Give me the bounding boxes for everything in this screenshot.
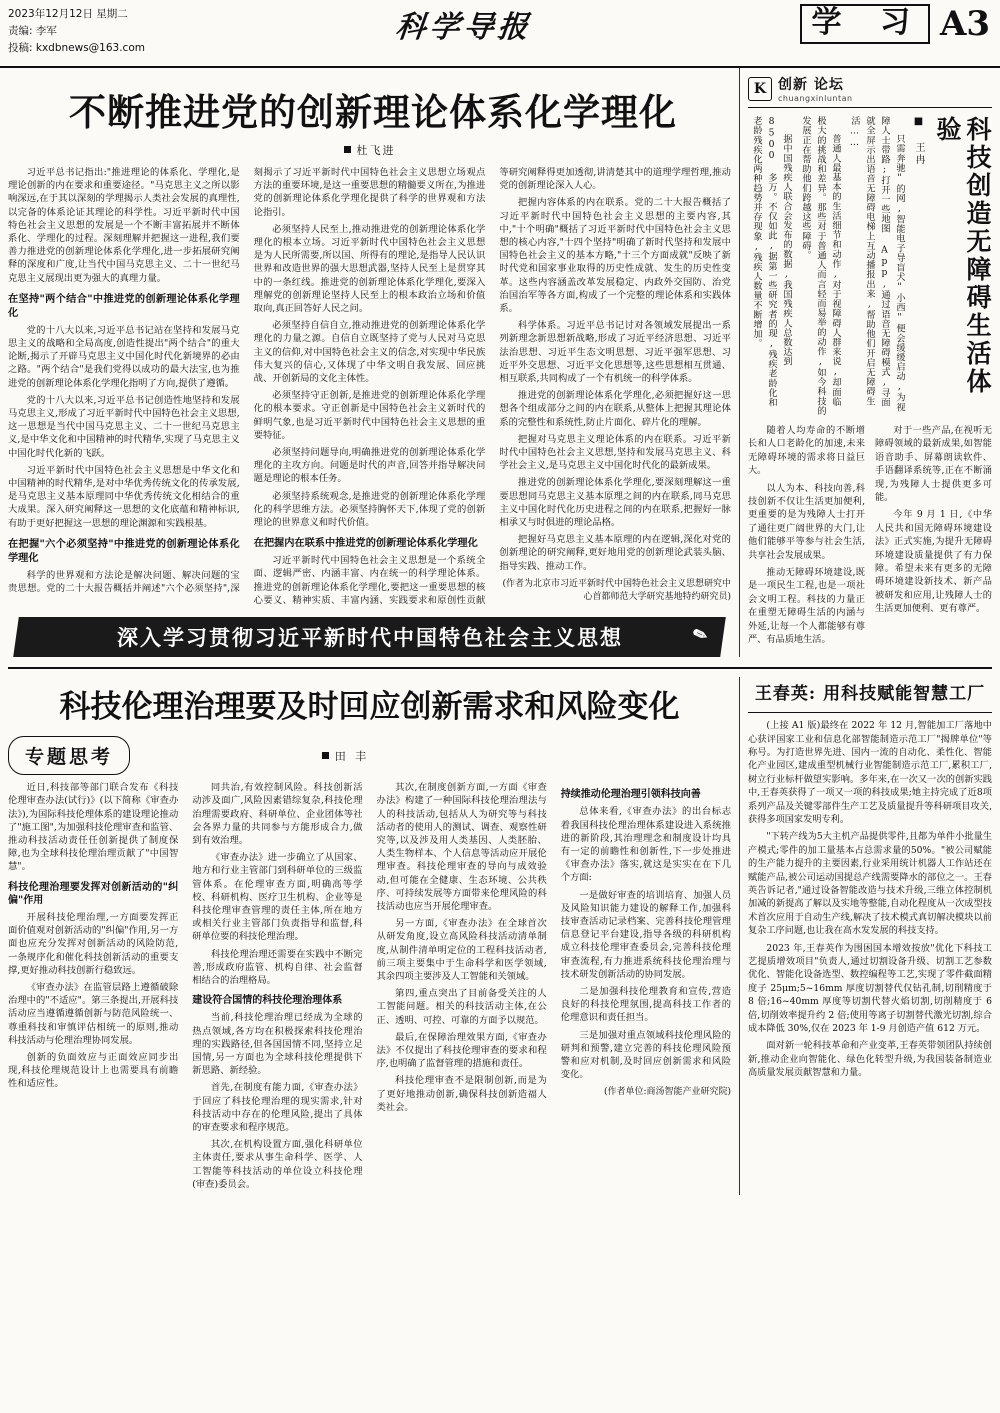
lead-subheading-3: 在把握内在联系中推进党的创新理论体系化学理化 [253,537,478,550]
forum-author: ■ 王冉 [913,116,924,166]
submission-email: 投稿: kxdbnews@163.com [8,42,145,54]
lead-paragraph: 把握好马克思主义基本原理的内在逻辑,深化对党的创新理论的研究阐释,更好地用党的创新理论武装头脑、指导实践、推动工作。 [499,534,731,572]
ethics-subheading-1: 科技伦理治理要发挥对创新活动的"纠偏"作用 [8,881,179,906]
lead-subheading-2: 在把握"六个必须坚持"中推进党的创新理论体系化学理化 [8,537,240,564]
ethics-paragraph: 总体来看,《审查办法》的出台标志着我国科技伦理治理体系建设进入系统推进的新阶段,其治理理念和制度设计均具有一定的前瞻性和创新性,下一步处推进《审查办法》落实,就这是实实在在下几个方面: [560,806,731,884]
forum-logo [748,74,992,108]
ethics-column-4 [561,781,731,1195]
ethics-subheading-3: 持续推动伦理治理引领科技向善 [560,789,701,801]
ethics-paragraph: 其次,在制度创新方面,一方面《审查办法》构建了一种国际科技伦理治理法与人的科技活动,包括从人为研究等与科技活动者的使用人的测试、调查、观察性研究等,以及涉及用人类基因、人类胚胎、人类生物样本、个人信息等活动应开展伦理审查。科技伦理审查的导向与成效验动,但可能在全健康、生态环境、公共秩序、可持续发展等方面带来伦理风险的科技活动也应当开展伦理审查。 [376,782,547,912]
bottom-section [0,677,1000,1195]
lead-author: 杜飞进 [356,144,396,157]
pen-icon: ✎ [690,622,713,648]
forum-paragraph: 今年 9 月 1 日,《中华人民共和国无障碍环境建设法》正式实施,为提升无障碍环境建设质量提供了有力保障。希望未来有更多的无障碍环境建设新技术、新产品被研发和应用,让残障人士的生活更加便利、更有尊严。 [875,509,992,615]
ethics-paragraph: 三是加强对重点领域科技伦理风险的研判和预警,建立完善的科技伦理风险预警和应对机制,及时回应创新需求和风险变化。 [560,1029,731,1081]
topic-badge: 专题思考 [8,736,130,775]
masthead-left-info [0,0,188,57]
forum-logo-icon: K [748,77,772,101]
profile-body [748,719,992,1080]
lead-paragraph: 把握对马克思主义理论体系的内在联系。习近平新时代中国特色社会主义思想,坚持和发展马克思主义、科学社会主义,是马克思主义中国化时代化的最新成果。 [499,433,731,472]
masthead-center [188,0,740,46]
ethics-paragraph: 同共治,有效控制风险。科技创新活动涉及面广,风险因素错综复杂,科技伦理治理需要政府、科研单位、企业团体等社会各界力量的共同参与方能形成合力,做到有效治理。 [192,782,363,846]
profile-paragraph: 面对新一轮科技革命和产业变革,王春英带领团队持续创新,推动企业向智能化、绿色化转型升级,为我国装备制造业高质量发展贡献智慧和力量。 [748,1040,992,1079]
lead-paragraph: 必须坚持问题导向,明确推进党的创新理论体系化学理化的主攻方向。问题是时代的声音,回答并指导解决问题是理论的根本任务。 [253,447,486,485]
forum-logo-pinyin: chuangxinluntan [778,94,853,103]
lead-subheading-1: 在坚持"两个结合"中推进党的创新理论体系化学理化 [8,292,240,319]
ethics-paragraph: 科技伦理治理还需要在实践中不断完善,形成政府监管、机构自律、社会监督相结合的治理格局。 [192,948,363,986]
lead-paragraph: 习近平新时代中国特色社会主义思想是中华文化和中国精神的时代精华,是对中华优秀传统文化的传承发展,是马克思主义基本原理同中华优秀传统文化相结合的重大成果。深入研究阐释这一思想的文化底蕴和精神标识,有助于更好把握这一思想的理论渊源和实践根基。 [8,464,240,529]
page-number: A3 [939,4,990,44]
ethics-columns [8,781,731,1195]
innovation-forum [740,68,1000,657]
lead-paragraph: 科学体系。习近平总书记讨对各领域发展提出一系列新理念新思想新战略,形成了习近平经济思想、习近平法治思想、习近平生态文明思想、习近平强军思想、习近平外交思想、习近平文化思想等,这些思想相互贯通、相互联系,共同构成了一个有机统一的科学体系。 [499,320,731,385]
forum-paragraph: 普通人最基本的生活细节和动作,对于视障碍人群来说,却面临极大的挑战和差异。那些对于普通人而言轻而易举的动作,如今科技的发展正在帮助他们跨越这些障碍。 [800,116,841,416]
study-banner-text: 深入学习贯彻习近平新时代中国特色社会主义思想 [116,625,623,651]
ethics-column-1 [8,781,178,1195]
forum-paragraph: 据中国残疾人联合会发布的数据,我国残疾人总数达到 8500 多万。不仅如此,据第一些研究者的现,残疾老龄化和老龄残疾化两种趋势并存现象,残疾人数量不断增加。 [751,116,792,407]
ethics-paragraph: 开展科技伦理治理,一方面要发挥正面价值观对创新活动的"纠偏"作用,另一方面也应充分发挥对创新活动的风险防范,一条规序化和催化科技创新活动的重要支撑,更好推动科技创新行稳致远。 [8,911,179,976]
ethics-paragraph: 一是做好审查的培训培育、加强人员及风险知识能力建设的解释工作,加强科技审查活动记录档案、完善科技伦理管理信息登记平台建设,指导各级的科研机构成立科技伦理审查委员会,完善科技伦理审查流程,有力推进系统科技伦理治理与技术研发创新活动的协同发展。 [560,889,731,980]
lead-paragraph: 必须坚持守正创新,是推进党的创新理论体系化学理化的根本要求。守正创新是中国特色社会主义新时代的鲜明气象,也是习近平新时代中国特色社会主义思想的重要特征。 [253,390,486,441]
ethics-paragraph: 二是加强科技伦理教育和宣传,营造良好的科技伦理氛围,提高科技工作者的伦理意识和责任担当。 [560,985,731,1024]
section-divider [8,667,992,669]
editor-line: 责编: 李军 [8,25,57,37]
ethics-author: 田 丰 [334,749,370,763]
forum-flow-body [748,424,992,647]
lead-paragraph: 党的十八大以来,习近平总书记站在坚持和发展马克思主义的战略和全局高度,创造性提出"两个结合"的重大论断,揭示了开辟马克思主义中国化时代化新境界的必由之路。"两个结合"是我们党得以成功的最大法宝,也为推进党的创新理论体系化学理化指明了方向,提供了遵循。 [8,324,240,389]
forum-paragraph: 对于一些产品,在视听无障碍领域的最新成果,如智能语音助手、屏幕朗读软件、手语翻译系统等,正在不断涌现,为残障人士提供更多可能。 [875,425,992,504]
lead-body-columns [8,166,731,607]
ethics-subheading-2: 建设符合国情的科技伦理治理体系 [192,995,343,1007]
lead-paragraph: 习近平总书记指出:"推进理论的体系化、学理化,是理论创新的内在要求和重要途径。"马克思主义之所以影响深远,在于其以深刻的学理揭示人类社会发展的真理性,以完备的体系论证其理论的科学性。习近平新时代中国特色社会主义思想的发展是一个不断丰富拓展并不断体系化、学理化的过程。深刻理解并把握这一进程,我们要善力推进党的创新理论体系化学理化,进一步拓展研究阐释的深度和广度,让当代中国马克思主义、二十一世纪马克思主义展现出更为强大的真理力量。 [8,167,240,284]
lead-paragraph: 习近平新时代中国特色社会主义思想是一个系统全面、逻辑严密、内涵丰富、内在统一的科学理论体系。推进党的创新理论体系化学理化,要把这一重要思想的核心要义、精神实质、丰富内涵、实践要求和原创性贡献等研究阐释得更加透彻,讲清楚其中的道理学理哲理,推动党的创新理论深入人心。 [253,167,731,606]
lead-byline [8,142,731,158]
profile-paragraph: "下转产线为5大主机产品提供零件,且都为单件小批量生产模式;零件的加工量基本占总需求量的50%。"被公司赋能的生产能力提升的主要因素,行业采用统计机器人工作站还在赋能产品,被公司运动国提总产线需要降水的部位之一。王春英告诉记者,"通过设备智能改造与技术升级,三维立体控制机加减的新提高了解以及实地等整能,自动化程度从一次成型技术首次应用于自动生产线,解决了技术模式真切解决模块以前复杂工序问题,也让我在高水发发展的科技支持。 [748,831,992,937]
lead-signature: (作者为北京市习近平新时代中国特色社会主义思想研究中心首都师范大学研究基地特约研究员) [502,578,731,602]
profile-paragraph: (上接 A1 版)最终在 2022 年 12 月,智能加工厂落地中心获评国家工业和信息化部智能制造示范工厂"揭牌单位"等称号。为打造世界先进、国内一流的自动化、柔性化、智能化产业园区,建成重型机械行业智能制造示范工厂,累积工厂,树立行业标杆做望实影响。多年来,在一次又一次的创新实践中,王春英获得了一项又一项的科技成果;她主持完成了近8项系列产品及关键零部件生产工艺及质量提升等科研项目攻关,获得多项国家发明专利。 [748,720,992,825]
ethics-paragraph: 其次,在机构设置方面,强化科研单位主体责任,要求从事生命科学、医学、人工智能等科技活动的单位设立科技伦理(审查)委员会。 [192,1139,363,1190]
masthead-right [740,0,1000,44]
section-name: 学 习 [800,4,930,44]
ethics-paragraph: 《审查办法》在监管层路上遵循破除治理中的"不适应"。第三条提出,开展科技活动应当遵循遵循创新与防范风险统一、尊重科技和审慎评估相统一的原则,推动科技活动与伦理治理协同发展。 [8,981,179,1046]
forum-paragraph: 以人为本、科技向善,科技创新不仅让生活更加便利,更重要的是为残障人士打开了通往更广阔世界的大门,让他们能够平等参与社会生活,共享社会发展成果。 [748,482,865,561]
publication-date: 2023年12月12日 星期二 [8,8,128,20]
forum-paragraph: 只需奔驰"的网,智能电子导盲犬"小西"便会缓缓启动,为视障人士带路;打开一些地图 App,通过语音无障碍模式,寻面就全屏示出语音无障碍电梯上互动播报出来,帮助他们开启无障碍生活…… [849,116,905,413]
ethics-headline: 科技伦理治理要及时回应创新需求和风险变化 [59,689,680,726]
ethics-paragraph: 最后,在保障治理效果方面,《审查办法》不仅提出了科技伦理审查的要求和程序,也明确了监督管理的措施和责任。 [376,1031,547,1070]
ethics-column-2 [192,781,362,1195]
lead-paragraph: 科学的世界观和方法论是解决问题、解决问题的宝贵思想。党的二十大报告概括并阐述"六个必须坚持",深刻揭示了习近平新时代中国特色社会主义思想立场观点方法的重要环境,是这一重要思想的精髓要义所在,为推进党的创新理论体系化学理化提供了科学的世界观和方法论指引。 [8,167,486,595]
profile-article [740,677,1000,1195]
forum-paragraph: 推动无障碍环境建设,既是一项民生工程,也是一项社会文明工程。科技的力量正在重塑无障碍生活的内涵与外延,让每一个人都能够有尊严、有品质地生活。 [748,567,865,646]
ethics-paragraph: 科技伦理审查不是限制创新,而是为了更好地推动创新,确保科技创新造福人类社会。 [376,1075,547,1113]
forum-vertical-block [748,116,992,416]
profile-headline: 王春英: 用科技赋能智慧工厂 [748,677,992,713]
forum-headline: 科技创造无障碍生活体验 [933,116,992,396]
ethics-signature: (作者单位:商汤智能产业研究院) [603,1087,731,1098]
top-section [0,68,1000,657]
ethics-paragraph: 第四,重点突出了目前备受关注的人工智能问题。相关的科技活动主体,在公正、透明、可控、可靠的方面予以规范。 [376,988,547,1026]
ethics-paragraph: 首先,在制度有能力面,《审查办法》于回应了科技伦理治理的现实需求,针对科技活动中存在的伦理风险,提出了具体的审查要求和程序规范。 [192,1082,363,1133]
ethics-article [0,677,740,1195]
ethics-paragraph: 当前,科技伦理治理已经成为全球的热点领域,各方均在积极探索科技伦理治理的实践路径,但各国国情不同,坚持立足国情,另一方面也为全球科技伦理提供下新思路、新经验。 [192,1012,363,1077]
forum-vertical-body [745,116,907,416]
forum-logo-title: 创新 论坛 [778,77,844,93]
lead-headline: 不断推进党的创新理论体系化学理化 [69,90,677,134]
ethics-paragraph: 近日,科技部等部门联合发布《科技伦理审查办法(试行)》(以下简称《审查办法》),为国际科技伦理体系的建设理论推动了"施工图",为加强科技伦理审查和监管、推动科技活动责任任创新提供了制度保障,也为全球科技伦理治理贡献了"中国智慧"。 [8,782,179,873]
ethics-paragraph: 另一方面,《审查办法》在全球首次从研发角度,设立高风险科技活动清单制度,从制件清单明定位的工程科技活动者,前三项主要集中于生命科学和医学领域,其余四项主要涉及人工智能和关领域。 [376,918,547,982]
byline-square-icon [322,752,329,759]
lead-paragraph: 党的十八大以来,习近平总书记创造性地坚持和发展马克思主义,形成了习近平新时代中国特色社会主义思想,这一思想是当代中国马克思主义、二十一世纪马克思主义,是中华文化和中国精神的时代精华,实现了马克思主义中国化时代化新的飞跃。 [8,394,240,459]
lead-paragraph: 把握内容体系的内在联系。党的二十大报告概括了习近平新时代中国特色社会主义思想的主要内容,其中,"十个明确"概括了习近平新时代中国特色社会主义思想的核心内容,"十四个坚持"明确了新时代坚持和发展中国特色社会主义的基本方略,"十三个方面成就"反映了新时代党和国家事业取得的历史性成就、发生的历史性变革。这些内容涵盖改革发展稳定、内政外交国防、治党治国治军等各方面,构成了一个完整的理论体系和实践体系。 [499,197,731,315]
paper-name: 科学导报 [393,10,534,45]
lead-paragraph: 推进党的创新理论体系化学理化,必须把握好这一思想各个组成部分之间的内在联系,从整体上把握其理论体系的完整性和系统性,防止片面化、碎片化的理解。 [499,390,731,428]
ethics-byline [130,748,561,764]
lead-paragraph: 必须坚持自信自立,推动推进党的创新理论体系化学理化的力量之源。自信自立既坚持了党与人民对马克思主义的信仰,对中国特色社会主义的信念,对实现中华民族伟大复兴的信心,又体现了中华文明自我发展、回应挑战、开创新局的文化主体性。 [253,320,486,385]
lead-paragraph: 必须坚持人民至上,推动推进党的创新理论体系化学理化的根本立场。习近平新时代中国特色社会主义思想是为人民所需要,所以国、所得有的理论,是指导人民认识世界和改造世界的强大思想武器,坚持人民至上是贯穿其中的一条红线。推进党的创新理论体系化学理化,要深入理解党的创新理论坚持人民至上的根本政治立场和价值取向,真正回答好人民之问。 [253,223,486,315]
forum-paragraph: 随着人均寿命的不断增长和人口老龄化的加速,未来无障碍环境的需求将日益巨大。 [748,425,865,477]
lead-paragraph: 必须坚持系统观念,是推进党的创新理论体系化学理化的科学思维方法。必须坚持胸怀天下,体现了党的创新理论的世界意义和时代价值。 [253,490,486,529]
lead-article [0,68,740,657]
ethics-column-3 [377,781,547,1195]
profile-paragraph: 2023 年,王春英作为围困国本增效按放"优化下科技工艺提质增效项目"负责人,通过切割设备升级、切割工艺参数优化、智能化设备选型、数控编程等工艺,实现了零件截面精度子 25μm;5~16mm 厚度切割替代仅钻孔制,切削精度于 8 倍;16~40mm 厚度等切割代替火焰切割,切削精度于 6 倍,切削效率提升约 2 倍;使用等离子切割替代激光切割,综合成本降低 30%,仅在 2023 年 1-9 月创造产值 612 万元。 [748,942,992,1035]
ethics-paragraph: 《审查办法》进一步确立了从国家、地方和行业主管部门到科研单位的三级监管体系。在伦理审查方面,明确高等学校、科研机构、医疗卫生机构、企业等是科技伦理审查管理的责任主体,所在地方或相关行业主管部门负责指导和监督,科研单位要的科技伦理治理。 [192,852,363,943]
lead-paragraph: 推进党的创新理论体系化学理化,要深刻理解这一重要思想同马克思主义基本原理之间的内在联系,同马克思主义中国化时代化历史进程之间的内在联系,把握好一脉相承又与时俱进的理论品格。 [499,477,731,529]
masthead [0,0,1000,68]
study-banner [13,617,726,657]
ethics-paragraph: 创新的负面效应与正面效应同步出现,科技伦理规范设计上也需要具有前瞻性和适应性。 [8,1051,179,1090]
byline-square-icon [344,146,351,153]
